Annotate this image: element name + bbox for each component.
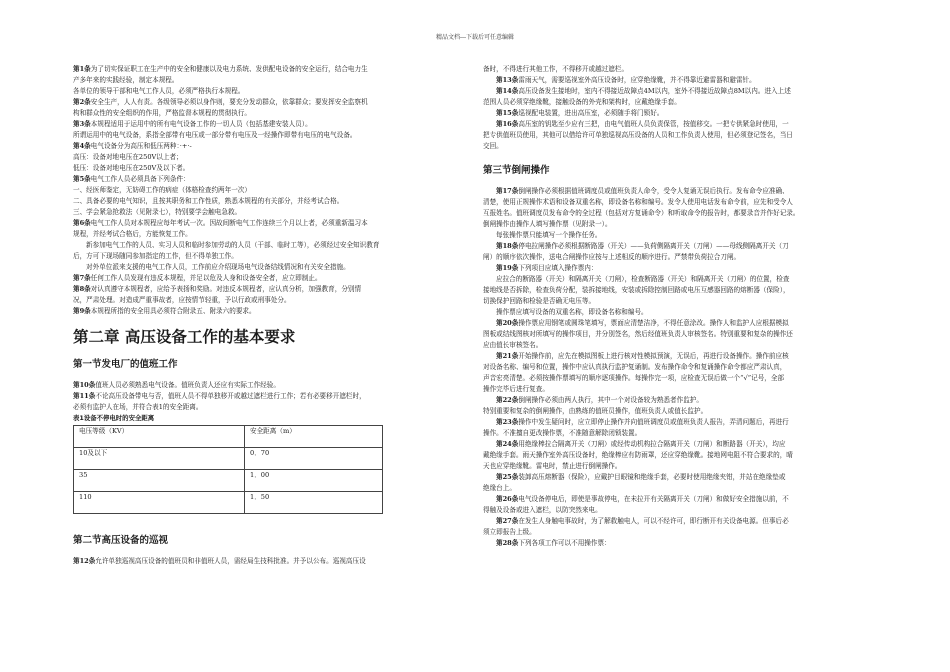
paragraph-text: 清楚，使用正规操作术语和设备双重名称，即设备名称和编号。发令人使用电话发布命令前，应先和受令人 [483,198,793,206]
paragraph-line [73,273,470,284]
paragraph-text: 高压：设备对地电压在250V以上者； [73,153,183,161]
paragraph-line [483,318,880,329]
section-inspection-paragraphs [73,556,470,567]
paragraph-text: 低压：设备对地电压在250V及以下者。 [73,164,190,172]
paragraph-text: 闸）的顺序依次操作，送电合闸操作应按与上述相反的顺序进行。严禁带负荷拉合刀闸。 [483,253,741,261]
table-row [74,470,383,492]
paragraph-text: 互报姓名。值班调度员发布命令的全过程（包括对方复诵命令）和听取命令的报告时，都要录音并作好记录。 [483,209,800,217]
paragraph-line [483,373,880,384]
paragraph-line [483,119,880,130]
paragraph-text: 产多年来的实践经验，制定本规程。 [73,76,179,84]
paragraph-line [483,263,880,274]
article-number: 第14条 [496,87,519,95]
table-row [74,448,383,470]
paragraph-line [483,505,880,516]
paragraph-text: 用绝缘棒拉合隔离开关（刀闸）或经传动机构拉合隔离开关（刀闸）和断路器（开关），均应 [518,440,786,448]
paragraph-text: 不论高压设备带电与否，值班人员不得单独移开或越过遮栏进行工作；若有必要移开遮栏时， [95,392,366,400]
paragraph-line [483,527,880,538]
paragraph-text: 范围人员必须穿绝缘靴，接触设备的外壳和架构时，应戴绝缘手套。 [483,98,681,106]
section-duty-paragraphs [73,380,470,413]
paragraph-text: 在发生人身触电事故时，为了解救触电人，可以不经许可，即行断开有关设备电源。但事后必 [518,517,789,525]
table-header-cell: 安全距离（m） [245,426,383,448]
article-number: 第3条 [73,120,91,128]
paragraph-text: 对设备名称、编号和位置，操作中应认真执行监护复诵制。发布操作命令和复诵操作命令都应严肃认真， [483,363,787,371]
paragraph-text: 装卸高压熔断器（保险），应戴护目眼镜和绝缘手套，必要时使用绝缘夹钳，并站在绝缘垫或 [518,473,786,481]
article-number: 第28条 [496,539,519,547]
section-title-inspection: 第二节高压设备的巡视 [73,535,169,546]
paragraph-line [73,174,470,185]
paragraph-line [483,384,880,395]
paragraph-text: 高压室的钥匙至少应有三把，由电气值班人员负责保管，按值移交。一把专供紧急时使用，一 [518,120,789,128]
paragraph-line [483,108,880,119]
paragraph-text: 任何工作人员发现有违反本规程，并足以危及人身和设备安全者，应立即制止。 [90,274,322,282]
paragraph-text: 雷雨天气，需要巡视室外高压设备时，应穿绝缘靴，并不得靠近避雷器和避雷针。 [518,76,756,84]
paragraph-text: 倒闸操作必须由两人执行，其中一个对设备较为熟悉者作监护。 [518,396,703,404]
paragraph-line [483,241,880,252]
chapter-title: 第二章 高压设备工作的基本要求 [73,328,296,346]
paragraph-text: 交回。 [483,142,503,150]
paragraph-text: 本规程适用于运用中的所有电气设备工作的一切人员（包括基建安装人员）。 [90,120,312,128]
paragraph-text: 高压设备发生接地时，室内不得接近故障点4M以内，室外不得接近故障点8M以内。进入上述 [518,87,791,95]
paragraph-text: 接地线是否拆除，检查负荷分配，装拆接地线，安装或拆除控制回路或电压互感器回路的熔断器（保险）， [483,286,790,294]
article-number: 第18条 [496,242,519,250]
paragraph-text: 必须有监护人在场，并符合表1的安全距离。 [73,403,203,411]
table-cell: 110 [74,492,245,514]
paragraph-text: 声音宏亮清楚。必须按操作票填写的顺序逐项操作。每操作完一项，应检查无误后做一个“√”记号，全部 [483,374,785,382]
paragraph-text: 切换保护回路和检验是否确无电压等。 [483,297,596,305]
paragraph-text: 图板或结线图核对所填写的操作项目，并分别签名，然后经值班负责人审核签名。特别重要和复杂的操作还 [483,330,793,338]
paragraph-line [73,119,470,130]
inspection-paragraphs-continued [483,64,880,152]
paragraph-text: 操作中发生疑问时，应立即停止操作并向值班调度员或值班负责人报告，弄清问题后，再进行 [518,418,789,426]
paragraph-line [73,86,470,97]
paragraph-text: 每张操作票只能填写一个操作任务。 [496,231,602,239]
article-number: 第16条 [496,120,519,128]
paragraph-text: 电气设备停电后，即使是事故停电，在未拉开有关隔离开关（刀闸）和做好安全措施以前，不 [518,495,789,503]
table-cell: 0．70 [245,448,383,470]
paragraph-text: 备时，不得进行其他工作，不得移开或越过遮栏。 [483,65,629,73]
table-cell: 10及以下 [74,448,245,470]
paragraph-line [483,296,880,307]
article-number: 第12条 [73,557,96,565]
article-number: 第7条 [73,274,91,282]
paragraph-line [483,307,880,318]
paragraph-text: 下列各项工作可以不用操作票： [518,539,611,547]
paragraph-line [483,362,880,373]
paragraph-text: 三、学会紧急抢救法（见附录七），特别要学会触电急救。 [73,208,242,216]
paragraph-line [483,538,880,549]
paragraph-line [483,230,880,241]
article-number: 第1条 [73,65,91,73]
paragraph-line [483,197,880,208]
paragraph-text: 本规程所指的安全用具必须符合附录五、附录六的要求。 [90,307,256,315]
paragraph-text: 为了切实保证职工在生产中的安全和健康以及电力系统、发供配电设备的安全运行，结合电力生 [90,65,368,73]
paragraph-text: 电气工作人员必须具备下列条件： [90,175,190,183]
paragraph-text: 对认真遵守本规程者，应给予表扬和奖励。对违反本规程者，应认真分析，加强教育，分别情 [90,285,362,293]
article-number: 第8条 [73,285,91,293]
paragraph-line [483,516,880,527]
paragraph-line [73,556,470,567]
paragraph-text: 后，方可下现场随同参加指定的工作，但不得单独工作。 [73,252,238,260]
article-number: 第4条 [73,142,91,150]
paragraph-line [483,461,880,472]
paragraph-line [483,75,880,86]
table-cell: 1．50 [245,492,383,514]
paragraph-line [73,97,470,108]
paragraph-text: 操作。不准擅自更改操作票，不准随意解除闭锁装置。 [483,429,642,437]
article-number: 第23条 [496,418,519,426]
paragraph-line [73,218,470,229]
article-number: 第19条 [496,264,519,272]
paragraph-line [73,185,470,196]
paragraph-text: 一、经医师鉴定，无妨碍工作的病症（体格检查约两年一次） [73,186,252,194]
article-number: 第25条 [496,473,519,481]
paragraph-text: 新参加电气工作的人员、实习人员和临时参加劳动的人员（干部、临时工等），必须经过安全知识教育 [86,241,380,249]
article-number: 第6条 [73,219,91,227]
section-title-switching: 第三节倒闸操作 [483,165,550,176]
section-switching-paragraphs [483,186,880,549]
paragraph-line [73,196,470,207]
paragraph-line [73,295,470,306]
article-number: 第27条 [496,517,519,525]
paragraph-text: 绝缘台上。 [483,484,516,492]
table-header-row [74,426,383,448]
paragraph-line [73,380,470,391]
article-number: 第11条 [73,392,96,400]
paragraph-line [73,64,470,75]
paragraph-line [483,186,880,197]
paragraph-line [483,472,880,483]
paragraph-text: 特别重要和复杂的倒闸操作，由熟练的值班员操作，值班负责人或值长监护。 [483,407,708,415]
paragraph-line [483,417,880,428]
paragraph-line [73,141,470,152]
article-number: 第9条 [73,307,91,315]
article-number: 第20条 [496,319,519,327]
article-number: 第5条 [73,175,91,183]
paragraph-line [73,262,470,273]
paragraph-line [73,391,470,402]
paragraph-line [483,208,880,219]
article-number: 第24条 [496,440,519,448]
table-row [74,492,383,514]
paragraph-line [73,108,470,119]
article-number: 第15条 [496,109,519,117]
paragraph-text: 须立即报告上级。 [483,528,536,536]
safety-distance-table [73,425,383,514]
paragraph-line [483,252,880,263]
paragraph-line [483,329,880,340]
paragraph-text: 对外单位派来支援的电气工作人员，工作前应介绍现场电气设备结线情况和有关安全措施。 [86,263,350,271]
paragraph-line [483,130,880,141]
paragraph-text: 下列项目应填入操作票内： [518,264,598,272]
table-caption: 表1设备不停电时的安全距离 [73,414,155,422]
paragraph-text: 操作票应填写设备的双重名称，即设备名称和编号。 [496,308,648,316]
paragraph-text: 应由值长审核签名。 [483,341,543,349]
paragraph-text: 操作完毕后进行复查。 [483,385,549,393]
paragraph-text: 倒闸操作必须根据值班调度员或值班负责人命令，受令人复诵无误后执行。发布命令应准确、 [518,187,789,195]
article-number: 第26条 [496,495,519,503]
paragraph-line [483,406,880,417]
paragraph-line [483,351,880,362]
paragraph-line [73,75,470,86]
paragraph-text: 各单位的领导干部和电气工作人员，必须严格执行本规程。 [73,87,245,95]
paragraph-text: 停电拉闸操作必须根据断路器（开关）——负荷侧隔离开关（刀闸）——母线侧隔离开关（刀 [518,242,789,250]
paragraph-text: 所谓运用中的电气设备，系指全部带有电压或一部分带有电压及一经操作即带有电压的电气设备。 [73,131,357,139]
paragraph-line [483,340,880,351]
paragraph-text: 天也应穿绝缘靴。雷电时，禁止进行倒闸操作。 [483,462,622,470]
paragraph-text: 电气工作人员对本规程应每年考试一次。因故间断电气工作连续三个月以上者，必须重新温习本 [90,219,368,227]
article-number: 第17条 [496,187,519,195]
article-number: 第22条 [496,396,519,404]
paragraph-line [73,163,470,174]
paragraph-line [73,207,470,218]
paragraph-line [483,219,880,230]
intro-paragraphs [73,64,470,317]
paragraph-line [483,494,880,505]
paragraph-text: 得触及设备或进入遮栏，以防突然来电。 [483,506,602,514]
paragraph-line [73,152,470,163]
paragraph-line [483,97,880,108]
paragraph-line [483,141,880,152]
paragraph-text: 构和群众性的安全组织的作用，严格监督本规程的贯彻执行。 [73,109,252,117]
paragraph-text: 应拉合的断路器（开关）和隔离开关（刀闸），检查断路器（开关）和隔离开关（刀闸）的位置，检查 [496,275,790,283]
paragraph-line [483,395,880,406]
left-column [73,64,470,567]
paragraph-line [483,483,880,494]
paragraph-text: 值班人员必须熟悉电气设备。值班负责人还应有实际工作经验。 [95,381,280,389]
article-number: 第13条 [496,76,519,84]
paragraph-text: 电气设备分为高压和低压两种：·+·- [90,142,192,150]
table-cell: 35 [74,470,245,492]
paragraph-text: 操作票应用钢笔或圆珠笔填写，票面应清楚洁净，不得任意涂改。操作人和监护人应根据模拟 [518,319,789,327]
paragraph-text: 巡视配电装置，进出高压室，必须随手将门锁好。 [518,109,664,117]
paragraph-line [483,285,880,296]
section-title-duty: 第一节发电厂的值班工作 [73,359,178,370]
paragraph-text: 戴绝缘手套。雨天操作室外高压设备时，绝缘棒应有防雨罩，还应穿绝缘靴。接地网电阻不符合要求的，晴 [483,451,793,459]
paragraph-line [73,306,470,317]
paragraph-text: 倒闸操作由操作人填写操作票（见附录一）。 [483,220,612,228]
right-column [483,64,880,549]
paragraph-text: 允许单独巡视高压设备的值班员和非值班人员，需经局生技科批准。并予以公布。巡视高压设 [95,557,366,565]
paragraph-line [73,251,470,262]
paragraph-line [483,428,880,439]
paragraph-line [73,402,470,413]
paragraph-text: 开始操作前，应先在模拟图板上进行核对性模拟预演，无误后，再进行设备操作。操作前应核 [518,352,789,360]
paragraph-line [73,130,470,141]
paragraph-line [483,64,880,75]
paragraph-text: 况，严肃处理。对造成严重事故者，应按情节轻重，予以行政或刑事处分。 [73,296,291,304]
paragraph-line [483,274,880,285]
paragraph-line [483,450,880,461]
paragraph-text: 把专供值班员使用，其他可以借给许可单独巡视高压设备的人员和工作负责人使用，但必须登记签名，当日 [483,131,793,139]
paragraph-line [73,284,470,295]
table-header-cell: 电压等级（KV） [74,426,245,448]
paragraph-text: 规程，并经考试合格后，方能恢复工作。 [73,230,192,238]
paragraph-line [73,240,470,251]
paragraph-text: 二、具备必要的电气知识，且按其职务和工作性质，熟悉本规程的有关部分，并经考试合格。 [73,197,344,205]
table-cell: 1．00 [245,470,383,492]
paragraph-line [483,439,880,450]
paragraph-line [73,229,470,240]
article-number: 第2条 [73,98,91,106]
paragraph-text: 安全生产，人人有责。各级领导必须以身作则，要充分发动群众，依靠群众；要发挥安全监察机 [90,98,368,106]
article-number: 第10条 [73,381,96,389]
paragraph-line [483,86,880,97]
article-number: 第21条 [496,352,519,360]
page-header: 精品文档---下载后可任意编辑 [435,34,515,41]
